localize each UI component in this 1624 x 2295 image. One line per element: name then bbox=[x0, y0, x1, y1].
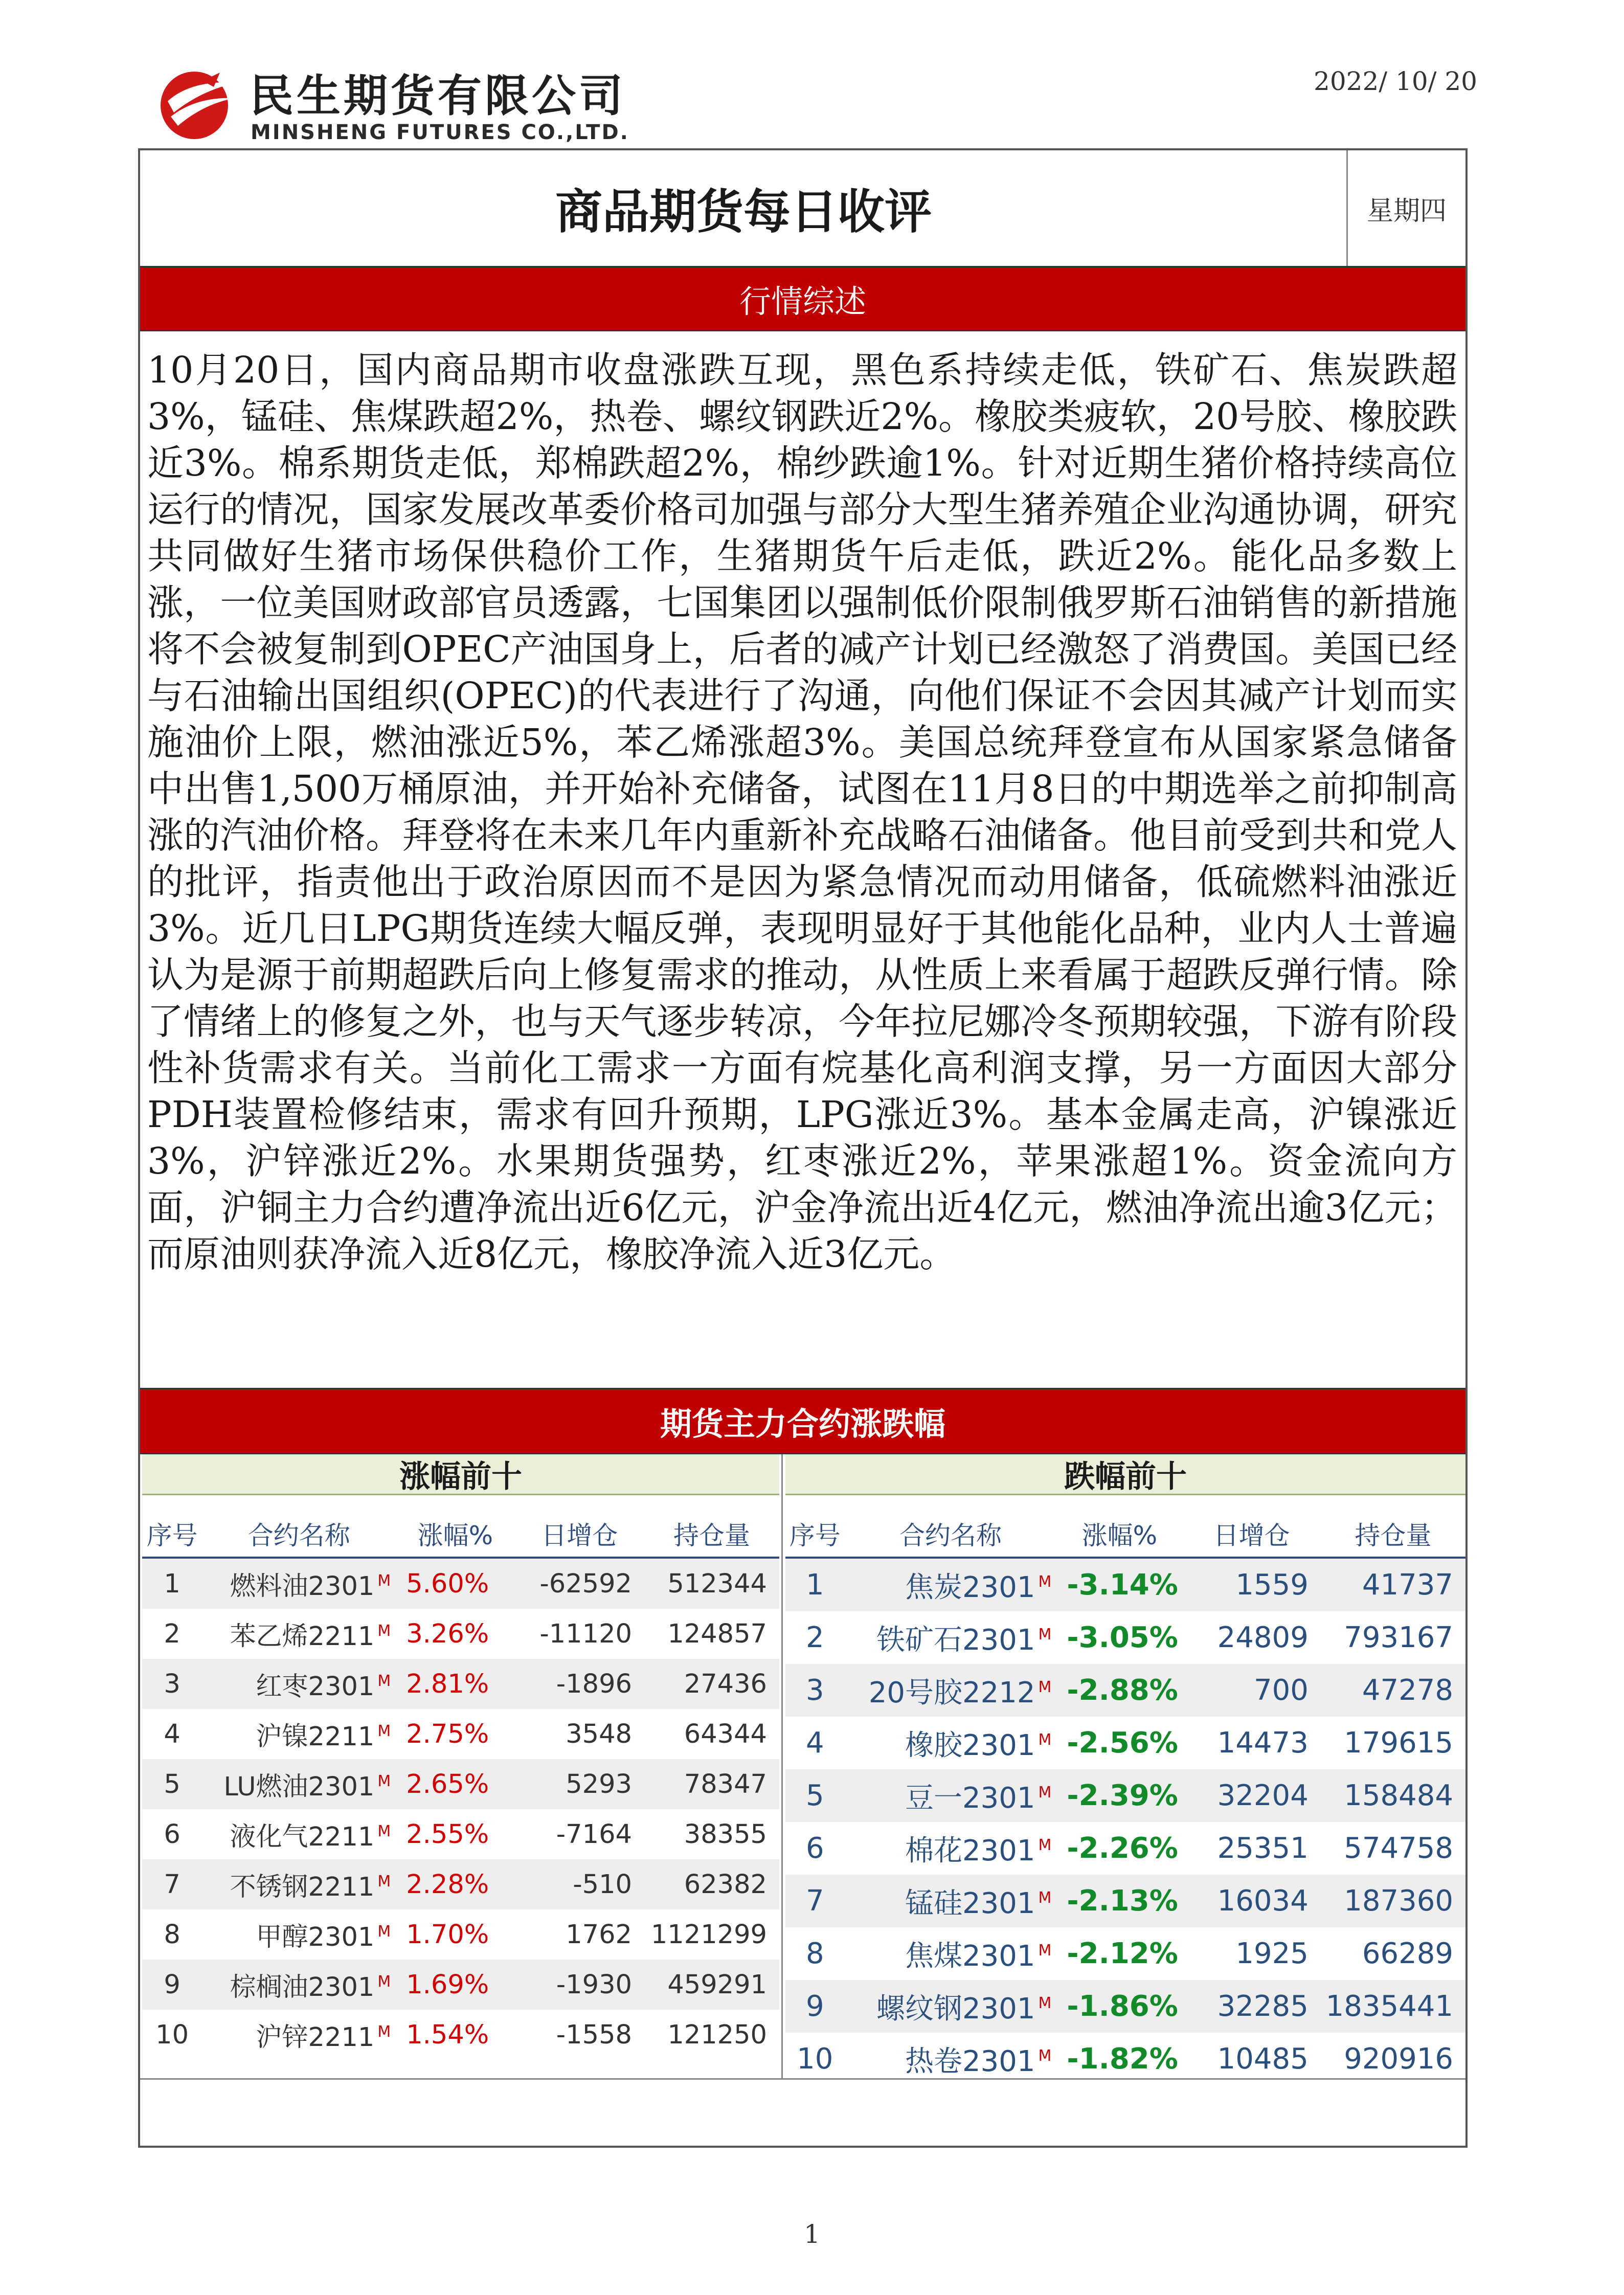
contract-name-text: 苯乙烯2211 bbox=[230, 1622, 375, 1652]
change-percent: -2.88% bbox=[1056, 1664, 1182, 1717]
change-percent: 1.70% bbox=[396, 1909, 514, 1960]
open-interest: 793167 bbox=[1321, 1611, 1465, 1664]
bottom-separator bbox=[140, 2078, 1465, 2080]
daily-oi-change: 14473 bbox=[1182, 1717, 1320, 1769]
table-row bbox=[785, 1822, 1465, 1875]
col-header-contract: 合约名称 bbox=[845, 1511, 1057, 1558]
main-contract-marker: M bbox=[377, 1722, 391, 1740]
gainers-table-title: 涨幅前十 bbox=[142, 1454, 779, 1495]
main-contract-marker: M bbox=[1038, 1888, 1052, 1907]
contract-name bbox=[202, 1809, 396, 1859]
contract-name-text: 棕榈油2301 bbox=[230, 1972, 375, 2002]
change-percent: -3.05% bbox=[1056, 1611, 1182, 1664]
daily-oi-change: 32285 bbox=[1182, 1980, 1320, 2033]
minsheng-logo-icon bbox=[153, 65, 239, 142]
main-contract-marker: M bbox=[377, 1873, 391, 1891]
row-index: 2 bbox=[142, 1609, 202, 1659]
change-percent: 1.69% bbox=[396, 1960, 514, 2010]
open-interest: 459291 bbox=[644, 1960, 779, 2010]
daily-oi-change: 3548 bbox=[515, 1709, 644, 1759]
contract-name bbox=[202, 1609, 396, 1659]
open-interest: 187360 bbox=[1321, 1875, 1465, 1927]
table-row bbox=[785, 1927, 1465, 1980]
contract-name-text: 液化气2211 bbox=[230, 1822, 375, 1852]
contract-name bbox=[202, 1558, 396, 1609]
row-index: 2 bbox=[785, 1611, 845, 1664]
main-contract-marker: M bbox=[1038, 1625, 1052, 1644]
contract-name-text: 锰硅2301 bbox=[905, 1886, 1035, 1920]
col-header-change: 涨幅% bbox=[396, 1511, 514, 1558]
contract-name bbox=[202, 2010, 396, 2060]
daily-oi-change: -7164 bbox=[515, 1809, 644, 1859]
open-interest: 62382 bbox=[644, 1859, 779, 1909]
daily-oi-change: 1559 bbox=[1182, 1558, 1320, 1611]
open-interest: 64344 bbox=[644, 1709, 779, 1759]
main-contract-marker: M bbox=[1038, 1572, 1052, 1591]
table-row bbox=[785, 1611, 1465, 1664]
page-number: 1 bbox=[804, 2219, 820, 2249]
contract-name-text: 红枣2301 bbox=[256, 1672, 375, 1702]
table-row bbox=[142, 1859, 779, 1909]
table-divider bbox=[781, 1454, 783, 2078]
company-logo bbox=[153, 60, 665, 158]
col-header-index: 序号 bbox=[785, 1511, 845, 1558]
table-row bbox=[785, 1980, 1465, 2033]
report-frame bbox=[138, 148, 1468, 2148]
main-contract-marker: M bbox=[1038, 1941, 1052, 1960]
contract-name bbox=[845, 1664, 1057, 1717]
row-index: 7 bbox=[785, 1875, 845, 1927]
report-date: 2022/ 10/ 20 bbox=[1314, 66, 1477, 96]
contract-name-text: 热卷2301 bbox=[905, 2044, 1035, 2078]
contract-name-text: 20号胶2212 bbox=[868, 1676, 1035, 1709]
change-percent: 2.75% bbox=[396, 1709, 514, 1759]
open-interest: 78347 bbox=[644, 1759, 779, 1809]
contract-name bbox=[845, 1875, 1057, 1927]
open-interest: 38355 bbox=[644, 1809, 779, 1859]
row-index: 6 bbox=[785, 1822, 845, 1875]
daily-oi-change: -1930 bbox=[515, 1960, 644, 2010]
row-index: 1 bbox=[785, 1558, 845, 1611]
contracts-tables bbox=[140, 1454, 1465, 2078]
change-percent: 5.60% bbox=[396, 1558, 514, 1609]
section-header-contracts: 期货主力合约涨跌幅 bbox=[140, 1388, 1465, 1454]
row-index: 1 bbox=[142, 1558, 202, 1609]
col-header-daily-oi: 日增仓 bbox=[515, 1511, 644, 1558]
daily-oi-change: -510 bbox=[515, 1859, 644, 1909]
contract-name-text: 螺纹钢2301 bbox=[876, 1992, 1035, 2026]
open-interest: 1121299 bbox=[644, 1909, 779, 1960]
main-contract-marker: M bbox=[1038, 2046, 1052, 2065]
daily-oi-change: 25351 bbox=[1182, 1822, 1320, 1875]
open-interest: 47278 bbox=[1321, 1664, 1465, 1717]
daily-oi-change: -1558 bbox=[515, 2010, 644, 2060]
row-index: 10 bbox=[785, 2033, 845, 2085]
row-index: 4 bbox=[142, 1709, 202, 1759]
open-interest: 512344 bbox=[644, 1558, 779, 1609]
table-row bbox=[142, 1960, 779, 2010]
table-row bbox=[142, 1909, 779, 1960]
contract-name bbox=[202, 1909, 396, 1960]
daily-oi-change: 5293 bbox=[515, 1759, 644, 1809]
open-interest: 124857 bbox=[644, 1609, 779, 1659]
market-summary-text: 10月20日，国内商品期市收盘涨跌互现，黑色系持续走低，铁矿石、焦炭跌超3%，锰硅、焦煤跌超2%，热卷、螺纹钢跌近2%。橡胶类疲软，20号胶、橡胶跌近3%。棉系期货走低，郑棉跌超2%，棉纱跌逾1%。针对近期生猪价格持续高位运行的情况，国家发展改革委价格司加强与部分大型生猪养殖企业沟通协调，研究共同做好生猪市场保供稳价工作，生猪期货午后走低，跌近2%。能化品多数上涨，一位美国财政部官员透露，七国集团以强制低价限制俄罗斯石油销售的新措施将不会被复制到OPEC产油国身上，后者的减产计划已经激怒了消费国。美国已经与石油输出国组织(OPEC)的代表进行了沟通，向他们保证不会因其减产计划而实施油价上限，燃油涨近5%，苯乙烯涨超3%。美国总统拜登宣布从国家紧急储备中出售1,500万桶原油，并开始补充储备，试图在11月8日的中期选举之前抑制高涨的汽油价格。拜登将在未来几年内重新补充战略石油储备。他目前受到共和党人的批评，指责他出于政治原因而不是因为紧急情况而动用储备，低硫燃料油涨近3%。近几日LPG期货连续大幅反弹，表现明显好于其他能化品种，业内人士普遍认为是源于前期超跌后向上修复需求的推动，从性质上来看属于超跌反弹行情。除了情绪上的修复之外，也与天气逐步转凉，今年拉尼娜冷冬预期较强，下游有阶段性补货需求有关。当前化工需求一方面有烷基化高利润支撑，另一方面因大部分PDH装置检修结束，需求有回升预期，LPG涨近3%。基本金属走高，沪镍涨近3%，沪锌涨近2%。水果期货强势，红枣涨近2%，苹果涨超1%。资金流向方面，沪铜主力合约遭净流出近6亿元，沪金净流出近4亿元，燃油净流出逾3亿元；而原油则获净流入近8亿元，橡胶净流入近3亿元。 bbox=[147, 349, 1457, 1275]
company-name-cn: 民生期货有限公司 bbox=[250, 71, 626, 122]
table-row bbox=[142, 2010, 779, 2060]
table-row bbox=[785, 1664, 1465, 1717]
row-index: 10 bbox=[142, 2010, 202, 2060]
contract-name-text: 沪锌2211 bbox=[256, 2022, 375, 2053]
daily-oi-change: 700 bbox=[1182, 1664, 1320, 1717]
main-contract-marker: M bbox=[1038, 1994, 1052, 2012]
change-percent: 3.26% bbox=[396, 1609, 514, 1659]
table-row bbox=[785, 1717, 1465, 1769]
main-contract-marker: M bbox=[377, 1923, 391, 1941]
contract-name bbox=[845, 1558, 1057, 1611]
open-interest: 41737 bbox=[1321, 1558, 1465, 1611]
change-percent: -2.26% bbox=[1056, 1822, 1182, 1875]
change-percent: 2.55% bbox=[396, 1809, 514, 1859]
change-percent: -2.56% bbox=[1056, 1717, 1182, 1769]
change-percent: -1.82% bbox=[1056, 2033, 1182, 2085]
losers-table-title: 跌幅前十 bbox=[785, 1454, 1465, 1495]
section-header-overview: 行情综述 bbox=[140, 266, 1465, 331]
table-row bbox=[142, 1609, 779, 1659]
row-index: 7 bbox=[142, 1859, 202, 1909]
daily-oi-change: 1762 bbox=[515, 1909, 644, 1960]
main-contract-marker: M bbox=[377, 2023, 391, 2041]
change-percent: 2.65% bbox=[396, 1759, 514, 1809]
contract-name-text: 焦炭2301 bbox=[905, 1570, 1035, 1604]
change-percent: 2.81% bbox=[396, 1659, 514, 1709]
losers-table-panel bbox=[785, 1454, 1465, 2078]
daily-oi-change: 10485 bbox=[1182, 2033, 1320, 2085]
table-row bbox=[785, 1769, 1465, 1822]
open-interest: 179615 bbox=[1321, 1717, 1465, 1769]
col-header-index: 序号 bbox=[142, 1511, 202, 1558]
open-interest: 27436 bbox=[644, 1659, 779, 1709]
row-index: 9 bbox=[142, 1960, 202, 2010]
open-interest: 920916 bbox=[1321, 2033, 1465, 2085]
company-name-en: MINSHENG FUTURES CO.,LTD. bbox=[251, 121, 629, 144]
contract-name-text: 不锈钢2211 bbox=[230, 1872, 375, 1902]
contract-name-text: 棉花2301 bbox=[905, 1834, 1035, 1868]
gainers-table-panel bbox=[142, 1454, 779, 2078]
main-contract-marker: M bbox=[1038, 1730, 1052, 1749]
daily-oi-change: 16034 bbox=[1182, 1875, 1320, 1927]
contract-name bbox=[845, 1927, 1057, 1980]
main-contract-marker: M bbox=[377, 1822, 391, 1840]
table-row bbox=[142, 1709, 779, 1759]
contract-name-text: 沪镍2211 bbox=[256, 1722, 375, 1752]
open-interest: 66289 bbox=[1321, 1927, 1465, 1980]
daily-oi-change: -1896 bbox=[515, 1659, 644, 1709]
daily-oi-change: -62592 bbox=[515, 1558, 644, 1609]
daily-oi-change: 32204 bbox=[1182, 1769, 1320, 1822]
losers-table bbox=[785, 1511, 1465, 2085]
col-header-open-interest: 持仓量 bbox=[1321, 1511, 1465, 1558]
change-percent: 1.54% bbox=[396, 2010, 514, 2060]
row-index: 8 bbox=[785, 1927, 845, 1980]
col-header-open-interest: 持仓量 bbox=[644, 1511, 779, 1558]
open-interest: 158484 bbox=[1321, 1769, 1465, 1822]
change-percent: -2.13% bbox=[1056, 1875, 1182, 1927]
main-contract-marker: M bbox=[377, 1572, 391, 1590]
table-row bbox=[785, 1558, 1465, 1611]
open-interest: 1835441 bbox=[1321, 1980, 1465, 2033]
main-contract-marker: M bbox=[377, 1622, 391, 1640]
table-row bbox=[785, 1875, 1465, 1927]
table-header-row bbox=[785, 1511, 1465, 1558]
row-index: 3 bbox=[785, 1664, 845, 1717]
contract-name-text: 豆一2301 bbox=[905, 1781, 1035, 1815]
contract-name-text: 橡胶2301 bbox=[905, 1728, 1035, 1762]
contract-name bbox=[202, 1709, 396, 1759]
row-index: 6 bbox=[142, 1809, 202, 1859]
table-row bbox=[142, 1558, 779, 1609]
col-header-daily-oi: 日增仓 bbox=[1182, 1511, 1320, 1558]
contract-name-text: LU燃油2301 bbox=[223, 1772, 375, 1802]
contract-name bbox=[202, 1659, 396, 1709]
contract-name-text: 焦煤2301 bbox=[905, 1939, 1035, 1973]
col-header-contract: 合约名称 bbox=[202, 1511, 396, 1558]
title-row bbox=[140, 150, 1465, 267]
weekday-label: 星期四 bbox=[1346, 150, 1465, 266]
contract-name bbox=[202, 1859, 396, 1909]
contract-name bbox=[202, 1759, 396, 1809]
table-row bbox=[785, 2033, 1465, 2085]
contract-name-text: 铁矿石2301 bbox=[876, 1623, 1035, 1657]
main-contract-marker: M bbox=[377, 1672, 391, 1690]
table-header-row bbox=[142, 1511, 779, 1558]
row-index: 9 bbox=[785, 1980, 845, 2033]
contract-name bbox=[845, 2033, 1057, 2085]
main-contract-marker: M bbox=[1038, 1836, 1052, 1854]
change-percent: 2.28% bbox=[396, 1859, 514, 1909]
contract-name-text: 燃料油2301 bbox=[230, 1571, 375, 1602]
row-index: 4 bbox=[785, 1717, 845, 1769]
row-index: 8 bbox=[142, 1909, 202, 1960]
row-index: 5 bbox=[142, 1759, 202, 1809]
contract-name bbox=[202, 1960, 396, 2010]
open-interest: 121250 bbox=[644, 2010, 779, 2060]
table-row bbox=[142, 1759, 779, 1809]
contract-name bbox=[845, 1717, 1057, 1769]
contract-name-text: 甲醇2301 bbox=[256, 1922, 375, 1952]
change-percent: -2.39% bbox=[1056, 1769, 1182, 1822]
contract-name bbox=[845, 1980, 1057, 2033]
change-percent: -1.86% bbox=[1056, 1980, 1182, 2033]
daily-oi-change: -11120 bbox=[515, 1609, 644, 1659]
main-contract-marker: M bbox=[1038, 1783, 1052, 1802]
change-percent: -3.14% bbox=[1056, 1558, 1182, 1611]
daily-oi-change: 1925 bbox=[1182, 1927, 1320, 1980]
col-header-change: 涨幅% bbox=[1056, 1511, 1182, 1558]
change-percent: -2.12% bbox=[1056, 1927, 1182, 1980]
contract-name bbox=[845, 1611, 1057, 1664]
table-row bbox=[142, 1809, 779, 1859]
row-index: 5 bbox=[785, 1769, 845, 1822]
row-index: 3 bbox=[142, 1659, 202, 1709]
main-contract-marker: M bbox=[377, 1772, 391, 1790]
main-contract-marker: M bbox=[1038, 1678, 1052, 1696]
main-contract-marker: M bbox=[377, 1973, 391, 1991]
report-title: 商品期货每日收评 bbox=[555, 184, 932, 239]
contract-name bbox=[845, 1822, 1057, 1875]
contract-name bbox=[845, 1769, 1057, 1822]
gainers-table bbox=[142, 1511, 779, 2060]
daily-oi-change: 24809 bbox=[1182, 1611, 1320, 1664]
open-interest: 574758 bbox=[1321, 1822, 1465, 1875]
table-row bbox=[142, 1659, 779, 1709]
